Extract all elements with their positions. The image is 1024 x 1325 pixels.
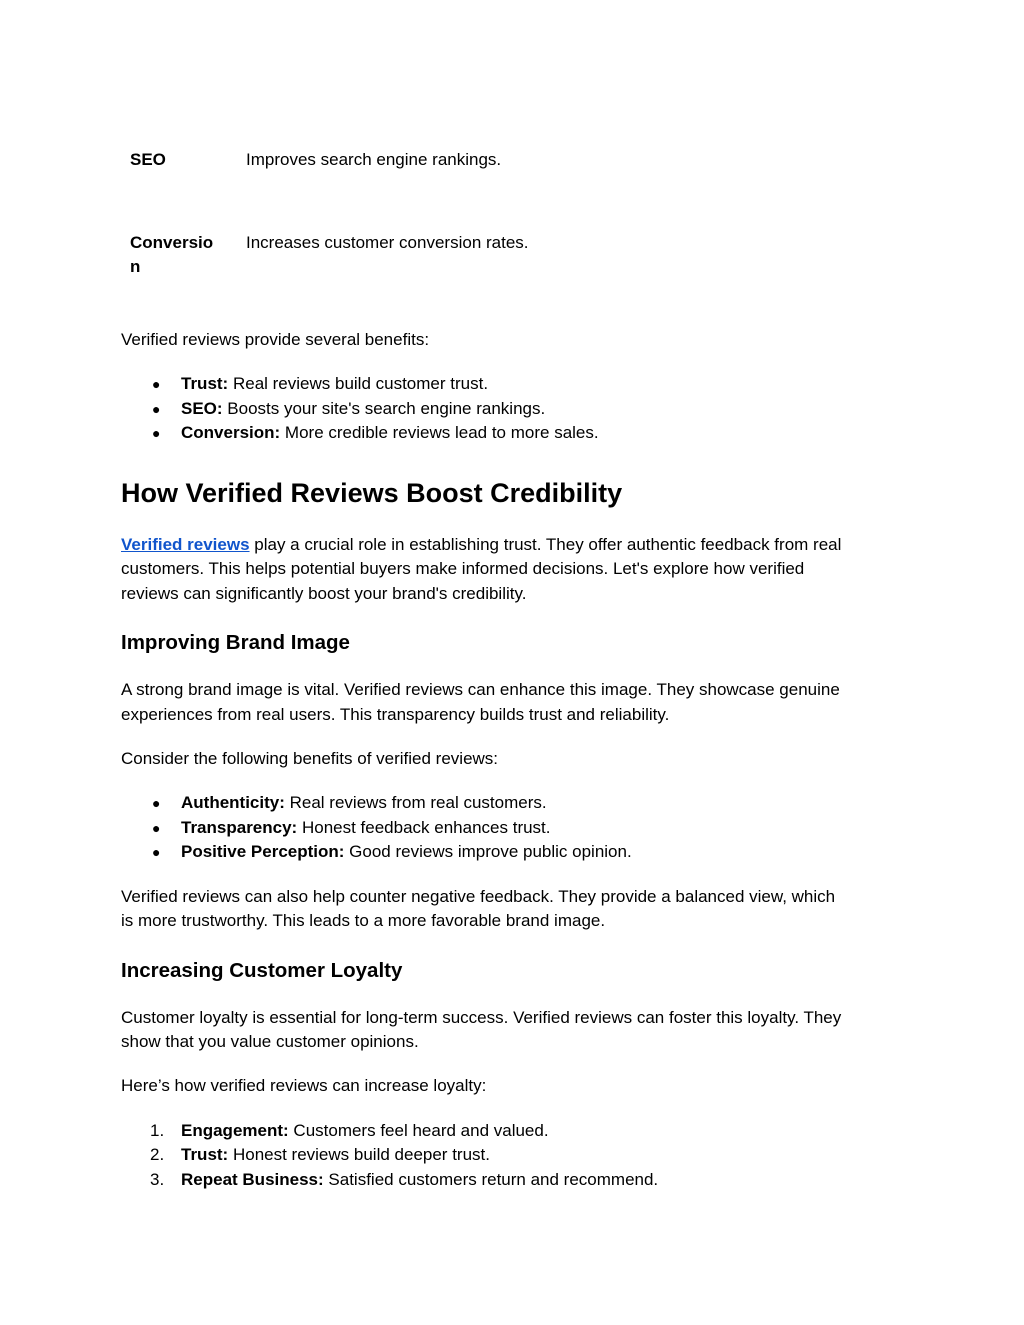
list-item-term: SEO: — [181, 399, 223, 418]
paragraph-line: Customer loyalty is essential for long-term success. Verified reviews can foster this loyalty. They — [121, 1008, 842, 1027]
paragraph-line: show that you value customer opinions. — [121, 1032, 419, 1051]
list-item-term: Authenticity: — [181, 793, 285, 812]
bullet-icon: ● — [152, 376, 161, 392]
list-item-text: Honest reviews build deeper trust. — [228, 1145, 490, 1164]
bullet-icon: ● — [152, 425, 161, 441]
section-paragraph-line — [121, 533, 841, 558]
list-number: 2. — [150, 1145, 165, 1164]
table-row-label: SEO — [130, 150, 166, 169]
paragraph-line: A strong brand image is vital. Verified reviews can enhance this image. They showcase genuine — [121, 680, 840, 699]
list-number: 1. — [150, 1121, 165, 1140]
paragraph-line: Consider the following benefits of verified reviews: — [121, 749, 499, 768]
table-row-description: Improves search engine rankings. — [246, 150, 502, 169]
list-item — [181, 372, 488, 397]
list-item-text: Honest feedback enhances trust. — [297, 818, 551, 837]
list-item-text: Good reviews improve public opinion. — [344, 842, 632, 861]
bullet-icon: ● — [152, 795, 161, 811]
table-row-label: Conversio — [130, 233, 214, 252]
intro-paragraph: Verified reviews provide several benefits: — [121, 330, 430, 349]
list-item-text: Boosts your site's search engine rankings. — [222, 399, 546, 418]
list-item-term: Positive Perception: — [181, 842, 345, 861]
list-number: 3. — [150, 1170, 165, 1189]
list-item — [181, 1168, 658, 1193]
verified-reviews-link[interactable]: Verified reviews — [121, 535, 250, 554]
list-item-text: Customers feel heard and valued. — [288, 1121, 549, 1140]
paragraph-line: experiences from real users. This transparency builds trust and reliability. — [121, 705, 670, 724]
list-item-text: Real reviews build customer trust. — [228, 374, 489, 393]
section-heading: How Verified Reviews Boost Credibility — [121, 478, 623, 508]
list-item-term: Trust: — [181, 1145, 229, 1164]
table-row-label-wrap: n — [130, 257, 141, 276]
list-item-text: Satisfied customers return and recommend. — [323, 1170, 659, 1189]
list-item-term: Trust: — [181, 374, 229, 393]
list-item-term: Transparency: — [181, 818, 298, 837]
list-item — [181, 397, 545, 422]
list-item — [181, 421, 599, 446]
paragraph-line: is more trustworthy. This leads to a more favorable brand image. — [121, 911, 606, 930]
bullet-icon: ● — [152, 820, 161, 836]
subsection-heading: Increasing Customer Loyalty — [121, 959, 403, 982]
list-item-term: Engagement: — [181, 1121, 289, 1140]
bullet-icon: ● — [152, 401, 161, 417]
list-item-term: Conversion: — [181, 423, 281, 442]
section-paragraph-line: customers. This helps potential buyers make informed decisions. Let's explore how verified — [121, 559, 805, 578]
paragraph-text: play a crucial role in establishing trust. They offer authentic feedback from real — [249, 535, 842, 554]
subsection-heading: Improving Brand Image — [121, 631, 350, 654]
bullet-icon: ● — [152, 844, 161, 860]
table-row-description: Increases customer conversion rates. — [246, 233, 529, 252]
list-item — [181, 1119, 549, 1144]
list-item-term: Repeat Business: — [181, 1170, 324, 1189]
paragraph-line: Verified reviews can also help counter negative feedback. They provide a balanced view, which — [121, 887, 836, 906]
list-item-text: Real reviews from real customers. — [284, 793, 547, 812]
list-item — [181, 1143, 490, 1168]
list-item — [181, 791, 547, 816]
section-paragraph-line: reviews can significantly boost your brand's credibility. — [121, 584, 527, 603]
list-item — [181, 840, 632, 865]
list-item — [181, 816, 551, 841]
list-item-text: More credible reviews lead to more sales. — [280, 423, 599, 442]
paragraph-line: Here’s how verified reviews can increase loyalty: — [121, 1076, 487, 1095]
